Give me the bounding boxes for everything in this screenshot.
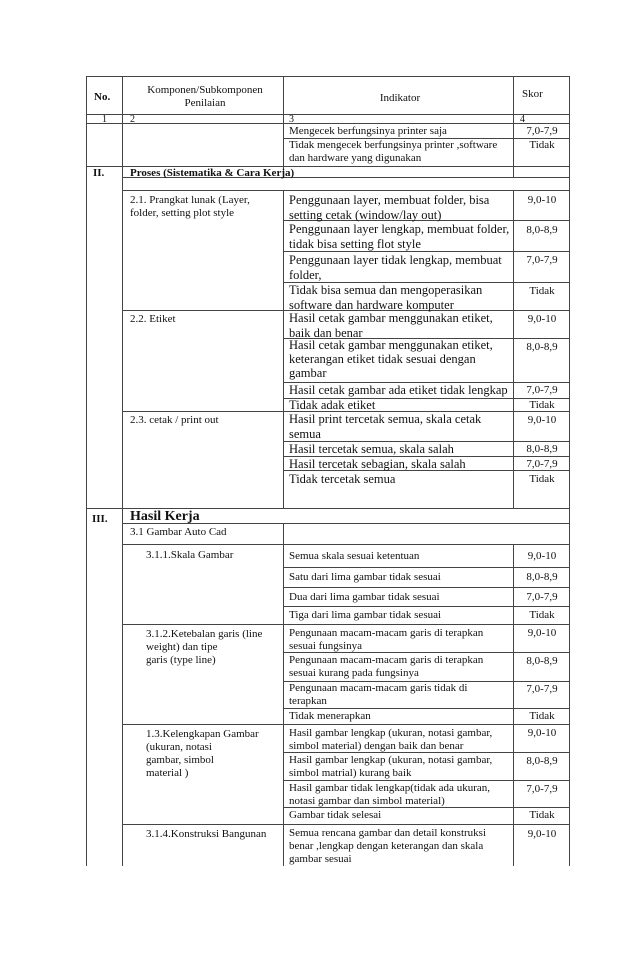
row-line: [86, 123, 570, 124]
indikator-cell: Tidak tercetak semua: [289, 472, 396, 486]
column-line: [283, 190, 284, 508]
skor-cell: Tidak: [529, 609, 555, 621]
column-line: [283, 523, 284, 866]
section-subtitle: 3.1 Gambar Auto Cad: [130, 526, 227, 538]
row-line: [283, 567, 570, 568]
indikator-cell: Hasil gambar tidak lengkap(tidak ada ukuran, notasi gambar dan simbol material): [289, 782, 490, 807]
column-line: [513, 76, 514, 177]
colnum-3: 3: [289, 114, 294, 125]
skor-cell: 9,0-10: [527, 313, 557, 325]
indikator-cell: Tidak menerapkan: [289, 710, 371, 722]
skor-cell: 9,0-10: [527, 194, 557, 206]
skor-cell: 7,0-7,9: [526, 384, 558, 396]
skor-cell: 7,0-7,9: [526, 125, 558, 137]
skor-cell: 7,0-7,9: [526, 683, 558, 695]
subcomponent-label: 3.1.4.Konstruksi Bangunan: [146, 828, 267, 840]
indikator-cell: Tiga dari lima gambar tidak sesuai: [289, 609, 442, 621]
row-line: [283, 606, 570, 607]
skor-cell: 9,0-10: [527, 727, 557, 739]
subcomponent-label: 3.1.2.Ketebalan garis (line weight) dan tipe garis (type line): [146, 628, 263, 666]
indikator-cell: Pengunaan macam-macam garis di terapkan sesuai fungsinya: [289, 627, 484, 652]
row-line: [86, 76, 570, 77]
section-title: Hasil Kerja: [130, 509, 200, 524]
indikator-cell: Tidak adak etiket: [289, 398, 376, 412]
header-indikator: Indikator: [379, 92, 421, 104]
row-line: [122, 824, 570, 825]
skor-cell: 9,0-10: [527, 550, 557, 562]
column-line: [513, 190, 514, 508]
indikator-cell: Hasil tercetak semua, skala salah: [289, 442, 454, 456]
indikator-cell: Penggunaan layer tidak lengkap, membuat folder,: [289, 253, 502, 282]
subcomponent-label: 2.1. Prangkat lunak (Layer, folder, setting plot style: [130, 194, 250, 219]
colnum-1: 1: [102, 114, 107, 125]
indikator-cell: Pengunaan macam-macam garis di terapkan sesuai kurang pada fungsinya: [289, 654, 484, 679]
subcomponent-label: 3.1.1.Skala Gambar: [146, 549, 234, 561]
indikator-cell: Satu dari lima gambar tidak sesuai: [289, 571, 441, 583]
row-line: [122, 544, 570, 545]
subcomponent-label: 2.2. Etiket: [130, 313, 176, 325]
row-line: [122, 190, 570, 191]
indikator-cell: Tidak bisa semua dan mengoperasikan software dan hardware komputer: [289, 283, 483, 312]
colnum-4: 4: [520, 114, 525, 125]
header-no: No.: [94, 91, 111, 103]
indikator-cell: Dua dari lima gambar tidak sesuai: [289, 591, 440, 603]
row-line: [283, 587, 570, 588]
skor-cell: 7,0-7,9: [526, 783, 558, 795]
row-line: [283, 780, 570, 781]
indikator-cell: Hasil cetak gambar menggunakan etiket, keterangan etiket tidak sesuai dengan gambar: [289, 338, 493, 380]
indikator-cell: Hasil gambar lengkap (ukuran, notasi gambar, simbol matrial) kurang baik: [289, 754, 493, 779]
indikator-cell: Penggunaan layer lengkap, membuat folder, tidak bisa setting flot style: [289, 222, 510, 251]
indikator-cell: Hasil cetak gambar ada etiket tidak lengkap: [289, 383, 508, 397]
indikator-cell: Tidak mengecek berfungsinya printer ,software dan hardware yang digunakan: [289, 139, 498, 164]
row-line: [283, 708, 570, 709]
skor-cell: 9,0-10: [527, 828, 557, 840]
indikator-cell: Hasil cetak gambar menggunakan etiket, baik dan benar: [289, 311, 493, 340]
row-line: [86, 114, 570, 115]
colnum-2: 2: [130, 114, 135, 125]
skor-cell: 8,0-8,9: [526, 571, 558, 583]
indikator-cell: Semua rencana gambar dan detail konstruksi benar ,lengkap dengan keterangan dan skala gambar sesuai: [289, 827, 487, 865]
skor-cell: Tidak: [529, 399, 555, 411]
section-title: Proses (Sistematika & Cara Kerja): [130, 167, 295, 179]
header-komponen: Komponen/Subkomponen Penilaian: [147, 84, 263, 109]
indikator-cell: Penggunaan layer, membuat folder, bisa setting cetak (window/lay out): [289, 193, 490, 222]
skor-cell: 8,0-8,9: [526, 755, 558, 767]
skor-cell: 9,0-10: [527, 627, 557, 639]
skor-cell: 8,0-8,9: [526, 655, 558, 667]
skor-cell: 8,0-8,9: [526, 224, 558, 236]
column-line: [513, 544, 514, 866]
column-line: [122, 76, 123, 866]
indikator-cell: Gambar tidak selesai: [289, 809, 382, 821]
section-number: III.: [92, 513, 108, 525]
skor-cell: Tidak: [529, 710, 555, 722]
section-number: II.: [93, 167, 105, 179]
skor-cell: Tidak: [529, 139, 555, 151]
row-line: [122, 624, 570, 625]
column-line: [86, 76, 87, 866]
column-line: [283, 76, 284, 177]
indikator-cell: Hasil gambar lengkap (ukuran, notasi gambar, simbol material) dengan baik dan benar: [289, 727, 493, 752]
skor-cell: Tidak: [529, 473, 555, 485]
indikator-cell: Mengecek berfungsinya printer saja: [289, 125, 447, 137]
indikator-cell: Hasil print tercetak semua, skala cetak semua: [289, 412, 482, 441]
subcomponent-label: 2.3. cetak / print out: [130, 414, 219, 426]
column-line: [569, 76, 570, 866]
indikator-cell: Hasil tercetak sebagian, skala salah: [289, 457, 466, 471]
skor-cell: 7,0-7,9: [526, 254, 558, 266]
skor-cell: 8,0-8,9: [526, 443, 558, 455]
skor-cell: 9,0-10: [527, 414, 557, 426]
skor-cell: 8,0-8,9: [526, 341, 558, 353]
skor-cell: Tidak: [529, 809, 555, 821]
header-skor: Skor: [522, 88, 543, 100]
skor-cell: 7,0-7,9: [526, 458, 558, 470]
skor-cell: Tidak: [529, 285, 555, 297]
skor-cell: 7,0-7,9: [526, 591, 558, 603]
row-line: [122, 724, 570, 725]
subcomponent-label: 1.3.Kelengkapan Gambar (ukuran, notasi gambar, simbol material ): [146, 728, 259, 779]
indikator-cell: Semua skala sesuai ketentuan: [289, 550, 420, 562]
indikator-cell: Pengunaan macam-macam garis tidak di terapkan: [289, 682, 468, 707]
